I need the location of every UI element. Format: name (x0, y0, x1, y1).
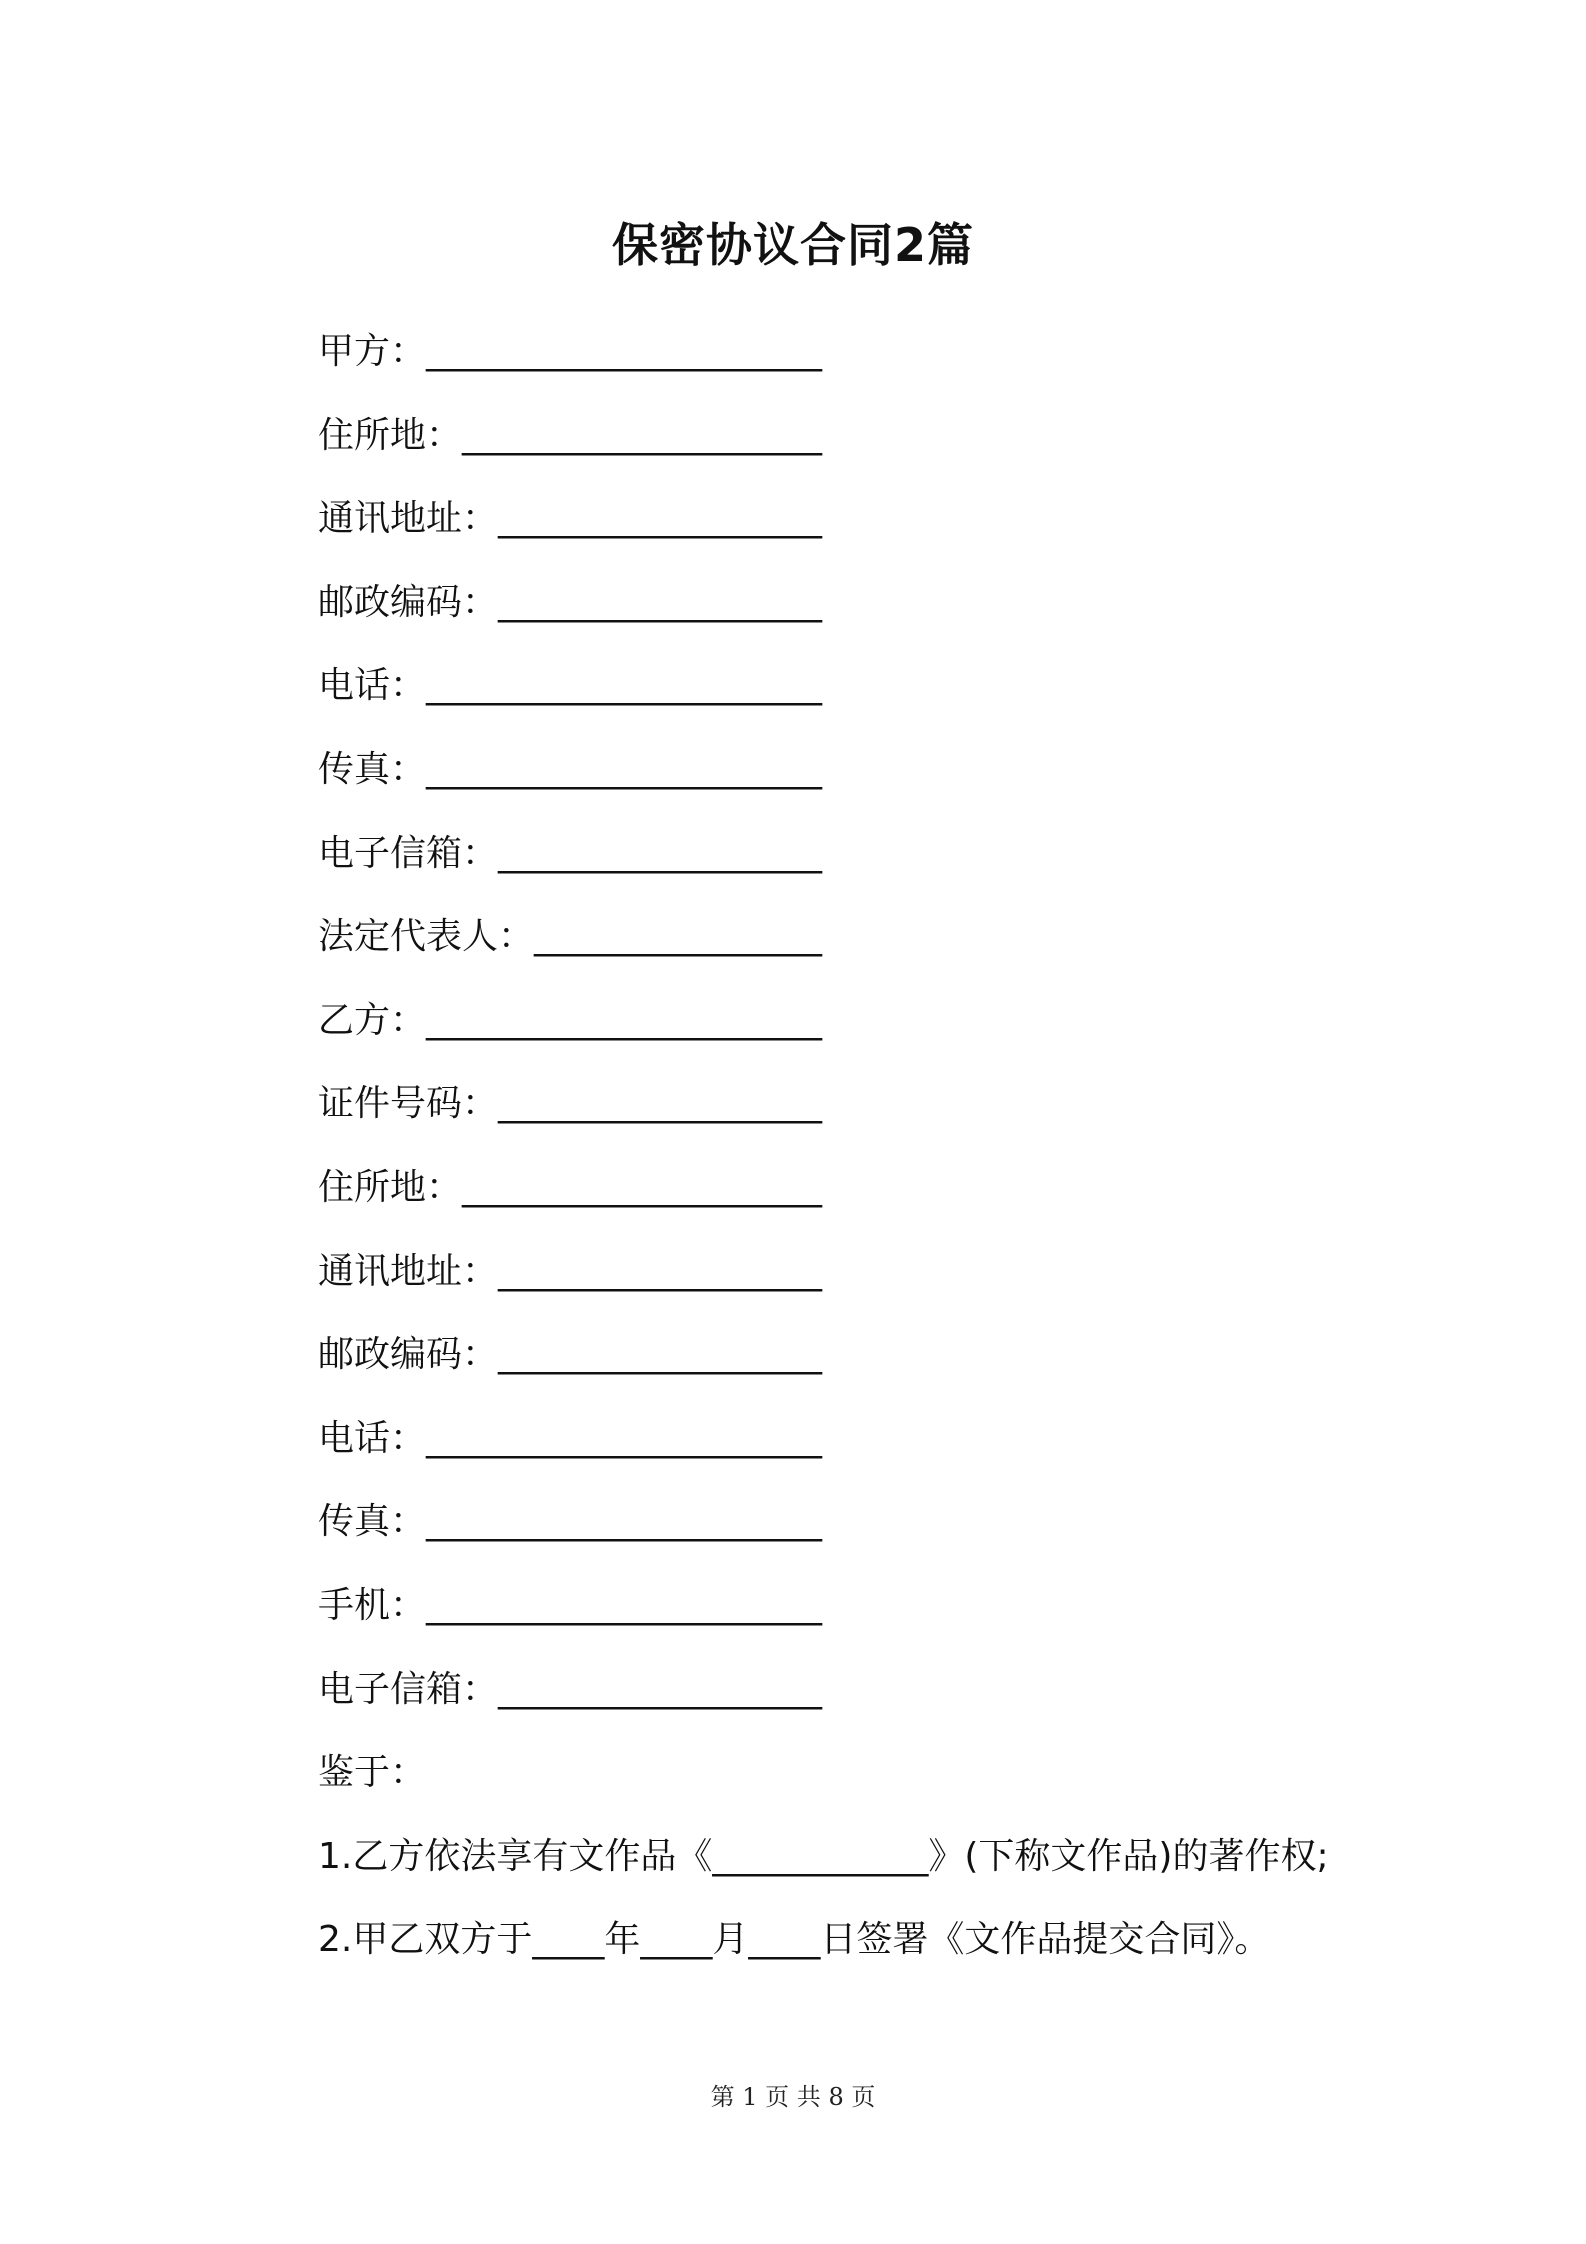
party-b-mobile-line: 手机：______________________ (318, 1584, 823, 1626)
recital-2: 2.甲乙双方于____年____月____日签署《文作品提交合同》。 (318, 1919, 1271, 1961)
party-a-fax-line: 传真：______________________ (318, 748, 823, 790)
party-a-phone-line: 电话：______________________ (318, 665, 823, 707)
document-title: 保密协议合同2篇 (611, 218, 974, 272)
party-a-name-line: 甲方：______________________ (318, 331, 823, 372)
party-b-postal-code-line: 邮政编码：__________________ (318, 1334, 823, 1376)
party-b-fax-line: 传真：______________________ (318, 1501, 823, 1543)
party-b-phone-line: 电话：______________________ (318, 1417, 823, 1459)
party-a-email-line: 电子信箱：__________________ (318, 832, 823, 874)
party-a-mailing-address-line: 通讯地址：__________________ (318, 498, 823, 540)
party-a-postal-code-line: 邮政编码：__________________ (318, 581, 823, 623)
whereas-heading: 鉴于： (318, 1752, 427, 1794)
party-b-address-line: 住所地：____________________ (318, 1166, 823, 1208)
party-b-email-line: 电子信箱：__________________ (318, 1668, 823, 1710)
party-b-mailing-address-line: 通讯地址：__________________ (318, 1250, 823, 1292)
document-body (318, 322, 1398, 1994)
party-b-id-number-line: 证件号码：__________________ (318, 1083, 823, 1125)
party-a-address-line: 住所地：____________________ (318, 414, 823, 456)
page-footer: 第 1 页 共 8 页 (710, 2083, 876, 2111)
party-a-legal-representative-line: 法定代表人：________________ (318, 916, 823, 958)
recital-1: 1.乙方依法享有文作品《____________》(下称文作品)的著作权; (318, 1835, 1329, 1877)
party-b-name-line: 乙方：______________________ (318, 999, 823, 1041)
